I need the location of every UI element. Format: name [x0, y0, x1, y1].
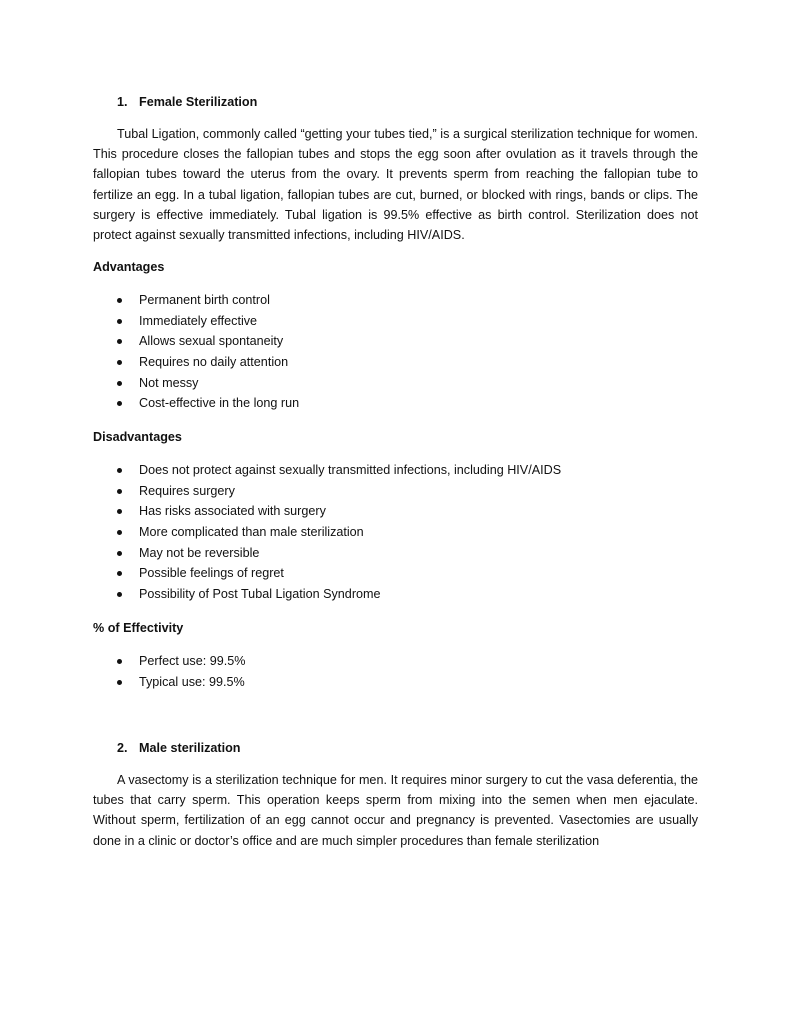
bullet-icon	[117, 659, 122, 664]
bullet-icon	[117, 592, 122, 597]
bullet-icon	[117, 571, 122, 576]
list-item: Immediately effective	[93, 311, 299, 332]
list-item: Not messy	[93, 373, 299, 394]
effectivity-heading: % of Effectivity	[93, 621, 184, 635]
list-item: Perfect use: 99.5%	[93, 651, 245, 672]
bullet-icon	[117, 381, 122, 386]
list-item: More complicated than male sterilization	[93, 522, 561, 543]
section-title: Male sterilization	[139, 741, 241, 755]
list-item: Cost-effective in the long run	[93, 393, 299, 414]
list-item: Possibility of Post Tubal Ligation Syndrome	[93, 584, 561, 605]
tubal-ligation-paragraph: Tubal Ligation, commonly called “getting your tubes tied,” is a surgical sterilization technique for women. This procedure closes the fallopian tubes and stops the egg soon after ovulation as it travels through the fallopian tubes toward the uterus from the ovary. It prevents sperm from reaching the fallopian tube to fertilize an egg. In a tubal ligation, fallopian tubes are cut, burned, or blocked with rings, bands or clips. The surgery is effective immediately. Tubal ligation is 99.5% effective as birth control. Sterilization does not protect against sexually transmitted infections, including HIV/AIDS.	[93, 127, 698, 243]
list-item: Allows sexual spontaneity	[93, 331, 299, 352]
section-title: Female Sterilization	[139, 95, 258, 109]
bullet-icon	[117, 530, 122, 535]
list-item: Requires no daily attention	[93, 352, 299, 373]
section-number: 1.	[117, 95, 128, 109]
disadvantages-list	[93, 460, 561, 605]
disadvantages-heading: Disadvantages	[93, 430, 182, 444]
bullet-icon	[117, 509, 122, 514]
bullet-icon	[117, 489, 122, 494]
bullet-icon	[117, 401, 122, 406]
bullet-icon	[117, 680, 122, 685]
list-item: May not be reversible	[93, 543, 561, 564]
list-item: Possible feelings of regret	[93, 563, 561, 584]
list-item: Requires surgery	[93, 481, 561, 502]
effectivity-list	[93, 651, 245, 692]
vasectomy-paragraph: A vasectomy is a sterilization technique for men. It requires minor surgery to cut the vasa deferentia, the tubes that carry sperm. This operation keeps sperm from mixing into the semen when men ejaculate. Without sperm, fertilization of an egg cannot occur and pregnancy is prevented. Vasectomies are usually done in a clinic or doctor’s office and are much simpler procedures than female sterilization	[93, 773, 698, 848]
list-item: Does not protect against sexually transmitted infections, including HIV/AIDS	[93, 460, 561, 481]
list-item: Has risks associated with surgery	[93, 501, 561, 522]
bullet-icon	[117, 551, 122, 556]
section-heading-male-sterilization	[117, 740, 240, 756]
bullet-icon	[117, 319, 122, 324]
list-item: Permanent birth control	[93, 290, 299, 311]
advantages-list	[93, 290, 299, 414]
bullet-icon	[117, 468, 122, 473]
section-heading-female-sterilization	[117, 94, 257, 110]
advantages-heading: Advantages	[93, 260, 165, 274]
list-item: Typical use: 99.5%	[93, 672, 245, 693]
section-number: 2.	[117, 741, 128, 755]
bullet-icon	[117, 298, 122, 303]
bullet-icon	[117, 360, 122, 365]
bullet-icon	[117, 339, 122, 344]
